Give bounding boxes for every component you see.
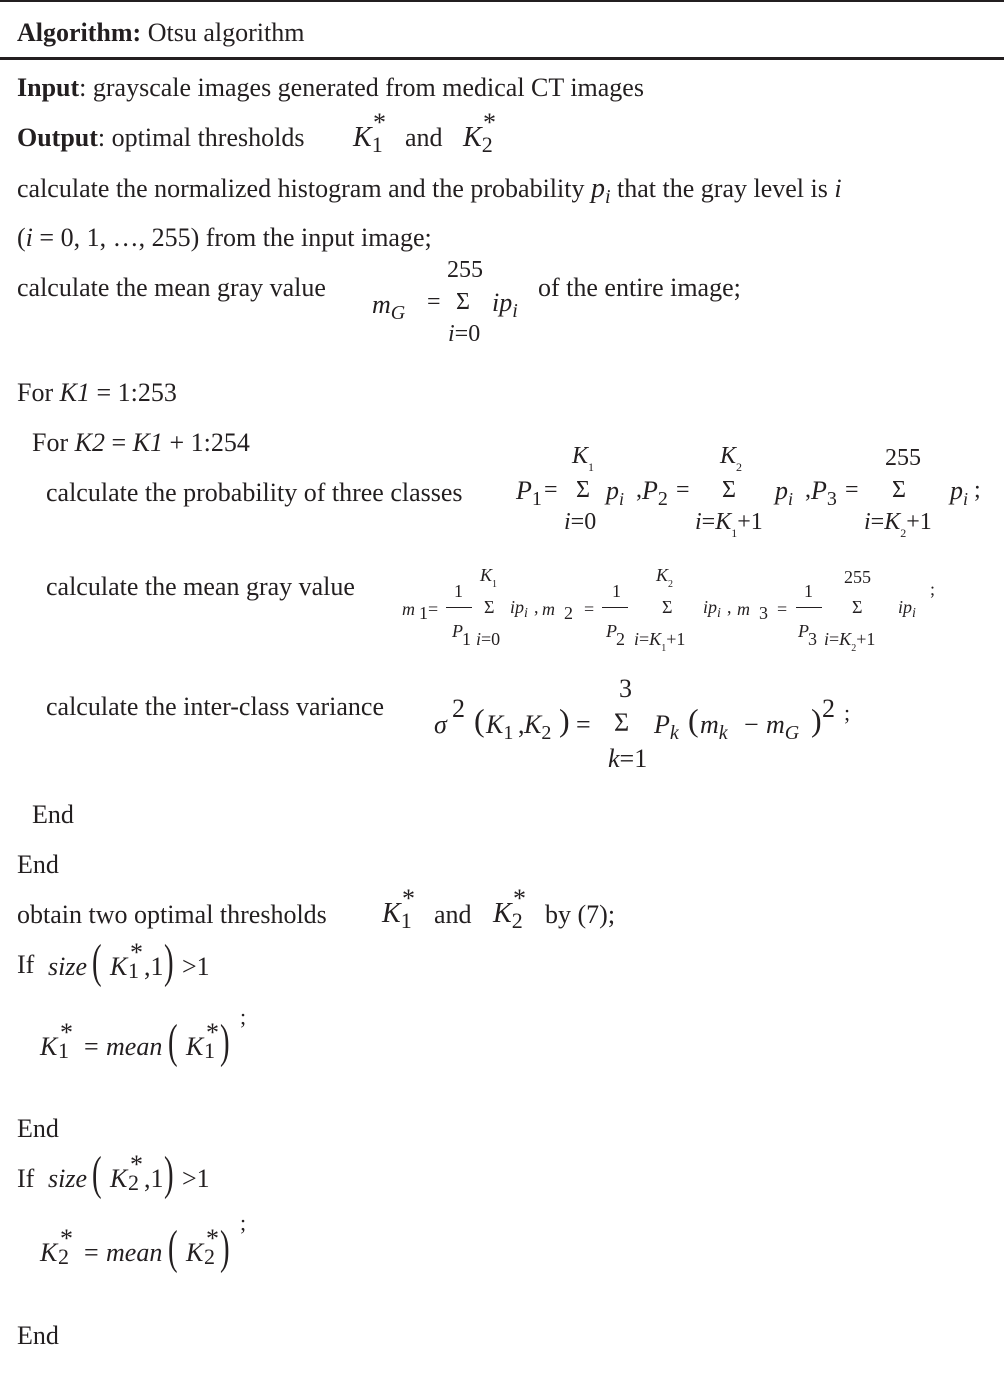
for-k2-equals: = <box>111 428 127 457</box>
if-k1-condition: size ( K 1 * ,1 ) >1 <box>48 935 210 988</box>
mean-global-line: calculate the mean gray value <box>17 273 326 302</box>
size-func: size <box>48 952 87 981</box>
mean-class-line: calculate the mean gray value <box>46 572 355 601</box>
output-line <box>17 125 304 151</box>
top-rule <box>0 0 1004 2</box>
output-text: : optimal thresholds <box>97 123 305 152</box>
for-k2-keyword: For <box>32 428 69 457</box>
prob-formula: $K_1$ $P_1$ = Σ $p_i$ , $P_2$ = i=0 $K_2$ Σ $p_i$ , $P_3$ = $i=K_1+1$ 255 Σ $p_i$ ; $i=K_2+1$ <box>516 443 981 540</box>
algorithm-label: Algorithm: <box>17 18 142 47</box>
i-range-symbol: i <box>25 223 33 252</box>
output-k1-star: $K_1$ * <box>353 108 386 157</box>
output-and: and <box>405 123 443 152</box>
histogram-line-1 <box>17 173 842 208</box>
algorithm-title <box>17 20 304 46</box>
variance-formula: σ 2 ( $K_1$ , $K_2$ ) = 3 Σ k=1 $P_k$ ( $m_k$ − $m_G$ ) 2 ; <box>434 674 851 773</box>
if-k2-keyword: If <box>17 1164 35 1193</box>
mg-formula: 255 $m_G$ = Σ $ip_i$ i=0 <box>372 257 518 347</box>
for-k1-range: = 1:253 <box>96 378 177 407</box>
size-func-2: size <box>48 1164 87 1193</box>
for-k1-var: K1 <box>59 378 90 407</box>
output-k2-star: $K_2$ * <box>463 108 496 157</box>
mean-func-2: mean <box>106 1238 163 1267</box>
input-text: : grayscale images generated from medical CT images <box>79 73 644 102</box>
obtain-and: and <box>434 900 472 929</box>
for-k2-range: + 1:254 <box>169 428 250 457</box>
obtain-k1-star: $K_1$ * <box>382 884 415 933</box>
end-inner: End <box>32 800 74 829</box>
end-if-k2: End <box>17 1321 59 1350</box>
if-k2-condition: size ( K 2 * ,1 ) >1 <box>48 1147 210 1200</box>
for-k1-keyword: For <box>17 378 54 407</box>
mean-class-formula: m 1 = 1 P 1 $K_1$ Σ $ip_i$ , m 2 = i=0 1 P 2 $K_2$ Σ $ip_i$ , m 3 = $i=K_1+1$ 1 P 3 255 Σ $ip_i$ ; $i=K_2+1$ <box>402 565 936 654</box>
p-i-symbol: $p_i$ <box>590 173 611 208</box>
for-k1-line <box>17 380 177 406</box>
histogram-text-b: that the gray level is <box>617 174 828 203</box>
obtain-k2-star: $K_2$ * <box>493 884 526 933</box>
end-if-k1: End <box>17 1114 59 1143</box>
mean-global-tail: of the entire image; <box>538 273 741 302</box>
if-k1-keyword: If <box>17 950 35 979</box>
algorithm-name: Otsu algorithm <box>147 18 305 47</box>
k2-mean-assignment: K 2 * = mean ( K 2 * ) ; <box>40 1210 247 1274</box>
input-line <box>17 75 644 101</box>
end-outer: End <box>17 850 59 879</box>
for-k2-k1: K1 <box>132 428 163 457</box>
obtain-line: obtain two optimal thresholds <box>17 900 327 929</box>
histogram-line-2 <box>17 225 432 251</box>
histogram-text-a: calculate the normalized histogram and the probability <box>17 174 585 203</box>
obtain-tail: by (7); <box>545 900 616 929</box>
histogram-paren: ( <box>17 223 26 252</box>
output-label: Output <box>17 123 98 152</box>
i-symbol: i <box>834 174 842 203</box>
for-k2-var: K2 <box>74 428 105 457</box>
k1-mean-assignment: K 1 * = mean ( K 1 * ) ; <box>40 1004 247 1068</box>
mean-func: mean <box>106 1032 163 1061</box>
prob-three-line: calculate the probability of three classes <box>46 478 463 507</box>
histogram-range: = 0, 1, …, 255) from the input image; <box>39 223 432 252</box>
input-label: Input <box>17 73 80 102</box>
header-rule <box>0 57 1004 60</box>
variance-line: calculate the inter-class variance <box>46 692 384 721</box>
for-k2-line <box>32 430 250 456</box>
